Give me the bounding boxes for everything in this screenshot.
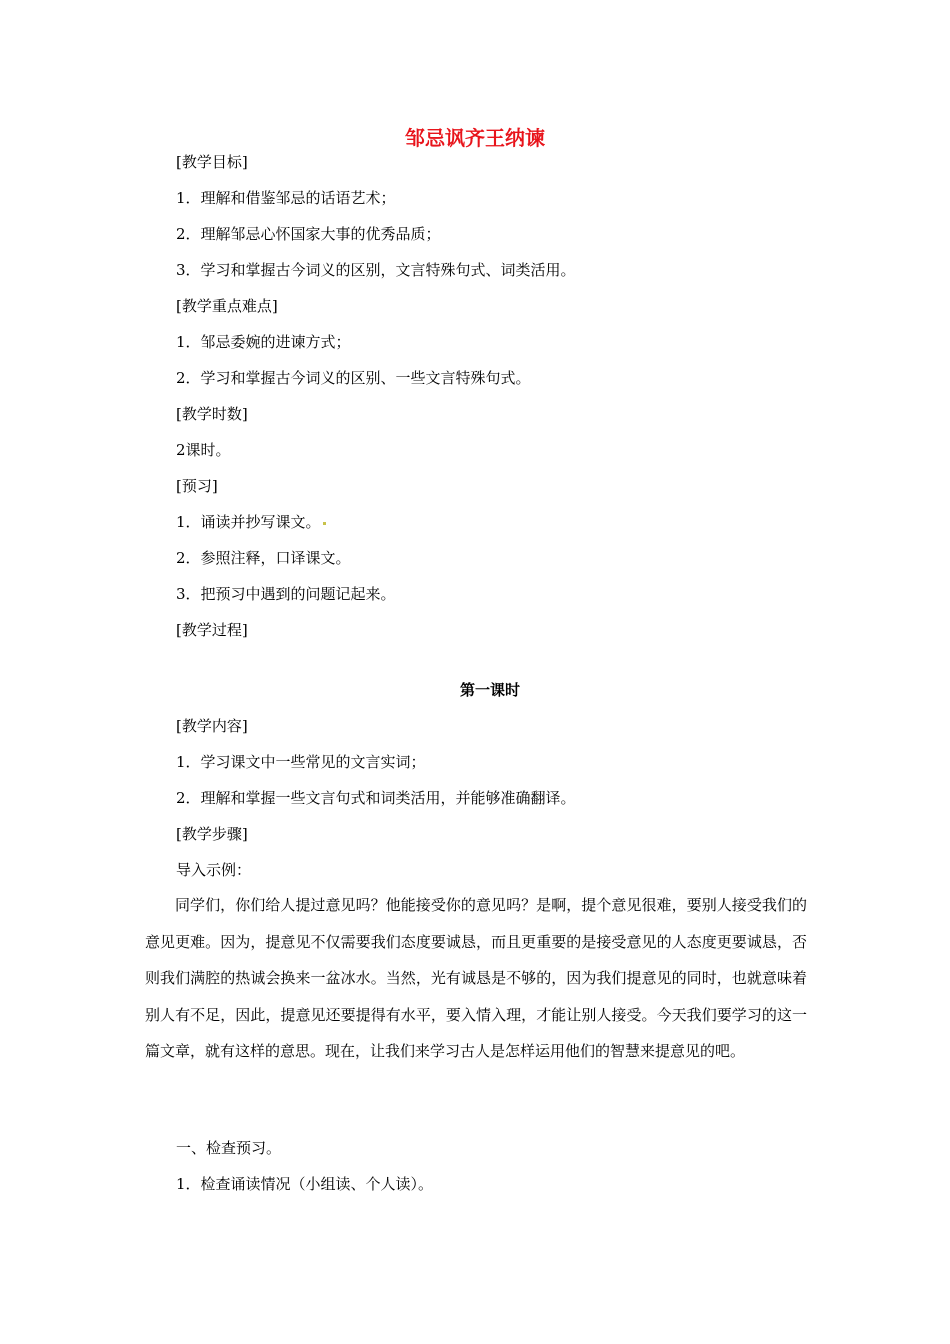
lesson-title: 第一课时 <box>459 681 520 699</box>
goal-item: 3．学习和掌握古今词义的区别，文言特殊句式、词类活用。 <box>176 261 576 279</box>
document-title: 邹忌讽齐王纳谏 <box>405 126 545 150</box>
section-heading: 一、检查预习。 <box>176 1139 282 1157</box>
section-item: 1．检查诵读情况（小组读、个人读）。 <box>176 1175 434 1193</box>
preview-header: [预习] <box>176 477 218 495</box>
key-point-item: 2．学习和掌握古今词义的区别、一些文言特殊句式。 <box>176 369 531 387</box>
content-item: 1．学习课文中一些常见的文言实词； <box>176 753 426 771</box>
goals-header: [教学目标] <box>176 153 248 171</box>
content-header: [教学内容] <box>176 717 248 735</box>
key-points-header: [教学重点难点] <box>176 297 278 315</box>
intro-label: 导入示例： <box>176 861 252 879</box>
goal-item: 1．理解和借鉴邹忌的话语艺术； <box>176 189 396 207</box>
steps-header: [教学步骤] <box>176 825 248 843</box>
content-item: 2．理解和掌握一些文言句式和词类活用，并能够准确翻译。 <box>176 789 576 807</box>
key-point-item: 1．邹忌委婉的进谏方式； <box>176 333 351 351</box>
intro-paragraph: 同学们，你们给人提过意见吗？他能接受你的意见吗？是啊，提个意见很难，要别人接受我们的意见更难。因为，提意见不仅需要我们态度要诚恳，而且更重要的是接受意见的人态度更要诚恳，否则我们满腔的热诚会换来一盆冰水。当然，光有诚恳是不够的，因为我们提意见的同时，也就意味着别人有不足，因此，提意见还要提得有水平，要入情入理，才能让别人接受。今天我们要学习的这一篇文章，就有这样的意思。现在，让我们来学习古人是怎样运用他们的智慧来提意见的吧。 <box>145 896 807 1060</box>
hours-value: 2课时。 <box>176 441 231 459</box>
process-header: [教学过程] <box>176 621 248 639</box>
goal-item: 2．理解邹忌心怀国家大事的优秀品质； <box>176 225 441 243</box>
preview-item: 1．诵读并抄写课文。 <box>176 513 321 531</box>
scan-mark <box>323 522 326 525</box>
hours-header: [教学时数] <box>176 405 248 423</box>
preview-item: 3．把预习中遇到的问题记起来。 <box>176 585 396 603</box>
preview-item: 2．参照注释，口译课文。 <box>176 549 351 567</box>
preview-item-row <box>176 512 326 532</box>
